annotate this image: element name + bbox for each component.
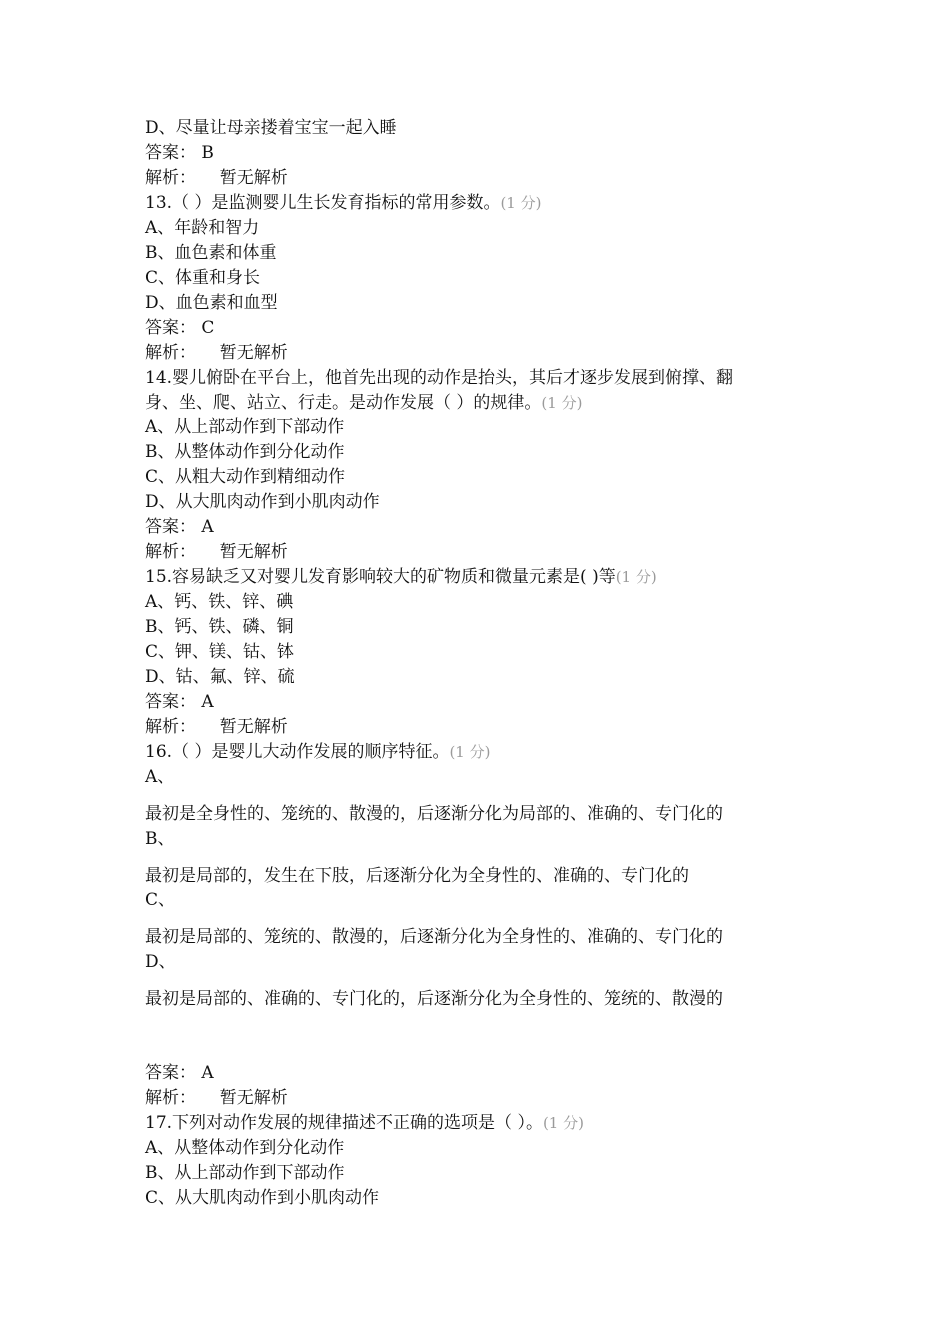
answer-value: B [201, 143, 214, 163]
q15-stem [145, 566, 657, 588]
question-score: (1 分) [615, 568, 657, 586]
q15-analysis [145, 716, 288, 738]
answer-label: 答案： [145, 517, 196, 537]
q13-option-c: C、体重和身长 [145, 268, 261, 288]
q15-option-d: D、钴、氟、锌、硫 [145, 667, 295, 687]
prev-answer [145, 142, 214, 164]
q15-option-c: C、钾、镁、钴、钵 [145, 642, 295, 662]
question-text: 13.（ ）是监测婴儿生长发育指标的常用参数。 [145, 193, 501, 213]
analysis-value: 暂无解析 [219, 168, 288, 188]
q16-option-b-label: B、 [145, 829, 175, 849]
answer-value: A [201, 517, 214, 537]
q15-option-a: A、钙、铁、锌、碘 [145, 592, 294, 612]
q17-option-b: B、从上部动作到下部动作 [145, 1163, 345, 1183]
question-text: 16.（ ）是婴儿大动作发展的顺序特征。 [145, 742, 450, 762]
q16-option-a-label: A、 [145, 767, 175, 787]
analysis-value: 暂无解析 [219, 542, 288, 562]
answer-value: C [201, 318, 215, 338]
question-score: (1 分) [449, 743, 491, 761]
question-text: 17.下列对动作发展的规律描述不正确的选项是（ ）。 [145, 1113, 543, 1133]
q14-option-d: D、从大肌肉动作到小肌肉动作 [145, 492, 380, 512]
question-score: (1 分) [542, 1114, 584, 1132]
q13-answer [145, 317, 214, 339]
q16-option-b-text: 最初是局部的，发生在下肢，后逐渐分化为全身性的、准确的、专门化的 [145, 866, 689, 886]
q16-option-c-text: 最初是局部的、笼统的、散漫的，后逐渐分化为全身性的、准确的、专门化的 [145, 927, 723, 947]
answer-label: 答案： [145, 143, 196, 163]
q16-stem [145, 741, 490, 763]
q14-option-b: B、从整体动作到分化动作 [145, 442, 345, 462]
answer-value: A [201, 692, 214, 712]
q14-option-a: A、从上部动作到下部动作 [145, 417, 345, 437]
analysis-label: 解析： [145, 542, 196, 562]
q13-analysis [145, 342, 288, 364]
analysis-value: 暂无解析 [219, 717, 288, 737]
q17-option-c: C、从大肌肉动作到小肌肉动作 [145, 1188, 380, 1208]
analysis-label: 解析： [145, 343, 196, 363]
answer-label: 答案： [145, 1063, 196, 1083]
prev-option-d: D、尽量让母亲搂着宝宝一起入睡 [145, 118, 397, 138]
analysis-label: 解析： [145, 1088, 196, 1108]
q16-option-c-label: C、 [145, 890, 176, 910]
q13-option-b: B、血色素和体重 [145, 243, 277, 263]
q14-analysis [145, 541, 288, 563]
analysis-label: 解析： [145, 168, 196, 188]
analysis-value: 暂无解析 [219, 1088, 288, 1108]
q16-option-d-label: D、 [145, 952, 176, 972]
q16-analysis [145, 1087, 288, 1109]
prev-analysis [145, 167, 288, 189]
q13-option-d: D、血色素和血型 [145, 293, 278, 313]
answer-value: A [201, 1063, 214, 1083]
q14-option-c: C、从粗大动作到精细动作 [145, 467, 346, 487]
q14-stem-line2 [145, 392, 582, 414]
question-text: 15.容易缺乏又对婴儿发育影响较大的矿物质和微量元素是( )等 [145, 567, 616, 587]
question-score: (1 分) [541, 394, 583, 412]
q15-option-b: B、钙、铁、磷、铜 [145, 617, 294, 637]
question-score: (1 分) [500, 194, 542, 212]
q13-stem [145, 192, 541, 214]
question-text: 身、坐、爬、站立、行走。是动作发展（ ）的规律。 [145, 393, 542, 413]
analysis-label: 解析： [145, 717, 196, 737]
analysis-value: 暂无解析 [219, 343, 288, 363]
q14-answer [145, 516, 214, 538]
answer-label: 答案： [145, 692, 196, 712]
q17-stem [145, 1112, 584, 1134]
q16-answer [145, 1062, 214, 1084]
q17-option-a: A、从整体动作到分化动作 [145, 1138, 345, 1158]
q13-option-a: A、年龄和智力 [145, 218, 260, 238]
q16-option-a-text: 最初是全身性的、笼统的、散漫的，后逐渐分化为局部的、准确的、专门化的 [145, 804, 723, 824]
q16-option-d-text: 最初是局部的、准确的、专门化的，后逐渐分化为全身性的、笼统的、散漫的 [145, 989, 723, 1009]
q15-answer [145, 691, 214, 713]
answer-label: 答案： [145, 318, 196, 338]
q14-stem-line1: 14.婴儿俯卧在平台上，他首先出现的动作是抬头，其后才逐步发展到俯撑、翻 [145, 368, 734, 388]
